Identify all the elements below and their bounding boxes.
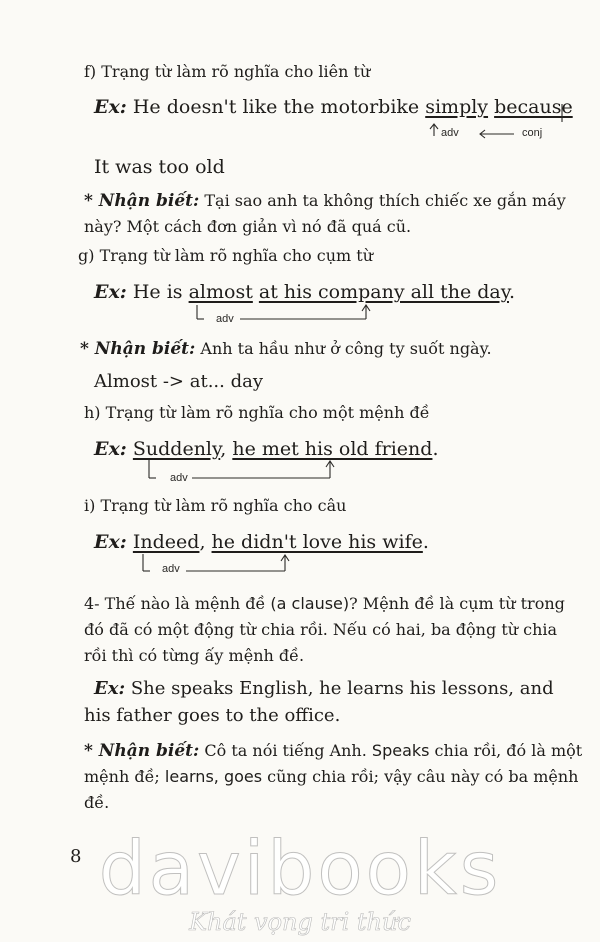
section-f-note: [84, 188, 584, 240]
section-g-heading: g) Trạng từ làm rõ nghĩa cho cụm từ: [78, 246, 373, 265]
note-text: Cô ta nói tiếng Anh.: [199, 741, 372, 760]
example-period: .: [508, 281, 516, 303]
conj-pointer-arrow: [478, 128, 518, 140]
section-g-example: [94, 281, 515, 303]
note-verbs: learns, goes: [164, 767, 263, 786]
example-adverb: almost: [188, 281, 253, 303]
example-label: Ex:: [94, 531, 127, 553]
section-h-example: [94, 438, 439, 460]
example-comma: ,: [220, 438, 233, 460]
example-text: He doesn't like the motorbike: [126, 96, 426, 118]
watermark-logo: davibooks: [98, 826, 502, 912]
example-comma: ,: [199, 531, 212, 553]
section-f-example: [94, 96, 573, 118]
section-f-continuation: It was too old: [94, 156, 225, 178]
note-text: chia rồi, đó là một mệnh đề;: [84, 741, 583, 786]
note-text: cũng chia rồi; vậy câu này có ba mệnh đề.: [84, 767, 579, 812]
adv-annotation: adv: [170, 472, 188, 484]
example-label: Ex:: [94, 678, 126, 699]
example-adverb: simply: [425, 96, 489, 118]
example-text: She speaks English, he learns his lessons, and his father goes to the office.: [84, 678, 554, 726]
example-phrase: at his company all the day: [258, 281, 509, 303]
example-label: Ex:: [94, 96, 127, 118]
example-label: Ex:: [94, 281, 127, 303]
note-text: Anh ta hầu như ở công ty suốt ngày.: [195, 339, 492, 358]
example-conjunction: because: [494, 96, 573, 118]
section-f-heading: f) Trạng từ làm rõ nghĩa cho liên từ: [84, 62, 371, 81]
section-4-definition: [84, 591, 584, 669]
example-period: .: [422, 531, 429, 553]
note-label: * Nhận biết:: [84, 191, 200, 211]
section-g-extra: Almost -> at... day: [94, 371, 264, 392]
definition-text: ? Mệnh đề là cụm từ trong đó đã có một động từ chia rồi. Nếu có hai, ba động từ chia rồi thì có từng ấy mệnh đề.: [84, 594, 565, 665]
section-g-note: [80, 339, 492, 359]
example-period: .: [432, 438, 439, 460]
note-label: * Nhận biết:: [84, 741, 200, 761]
note-text: Tại sao anh ta không thích chiếc xe gắn máy này? Một cách đơn giản vì nó đã quá cũ.: [84, 191, 566, 236]
definition-text: 4- Thế nào là mệnh đề: [84, 594, 271, 613]
example-adverb: Suddenly: [132, 438, 221, 460]
note-label: * Nhận biết:: [80, 339, 196, 359]
adv-annotation: adv: [441, 127, 459, 139]
section-4-example: [84, 675, 584, 729]
watermark-tagline: Khát vọng tri thức: [189, 908, 411, 936]
term-english: (a clause): [270, 594, 350, 613]
example-clause: he met his old friend: [232, 438, 433, 460]
example-text: He is: [126, 281, 189, 303]
conj-annotation: conj: [522, 127, 543, 139]
section-4-note: [84, 738, 584, 816]
section-i-example: [94, 531, 429, 553]
example-label: Ex:: [94, 438, 127, 460]
example-adverb: Indeed: [132, 531, 200, 553]
section-i-heading: i) Trạng từ làm rõ nghĩa cho câu: [84, 496, 347, 515]
adv-annotation: adv: [216, 313, 234, 325]
adv-annotation: adv: [162, 563, 180, 575]
note-verb: Speaks: [371, 741, 430, 760]
conj-tick: [559, 104, 567, 128]
page-number: 8: [70, 846, 82, 867]
example-clause: he didn't love his wife: [211, 531, 423, 553]
section-h-heading: h) Trạng từ làm rõ nghĩa cho một mệnh đề: [84, 403, 430, 422]
